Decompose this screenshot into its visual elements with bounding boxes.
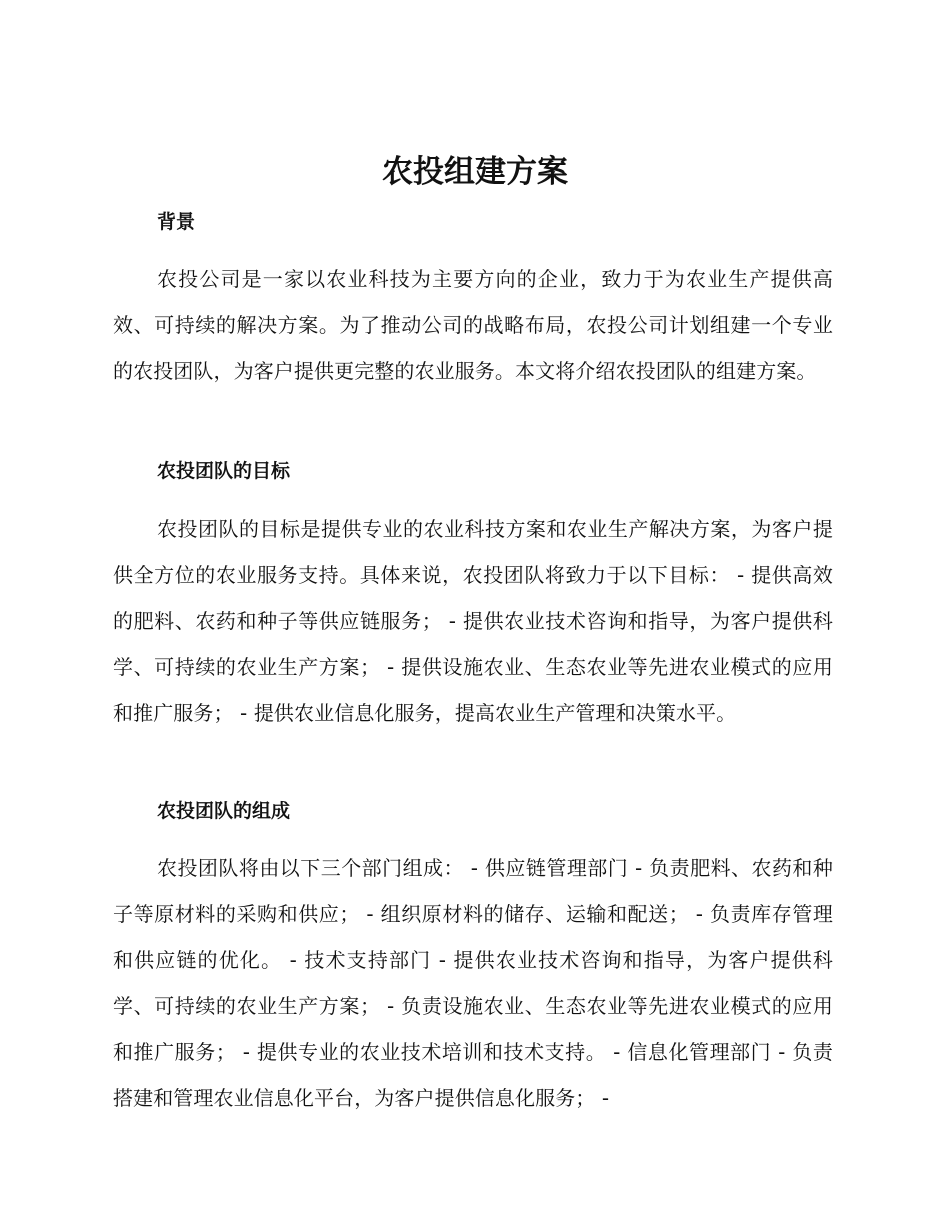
section-body-goals: 农投团队的目标是提供专业的农业科技方案和农业生产解决方案，为客户提供全方位的农业服务支持。具体来说，农投团队将致力于以下目标： - 提供高效的肥料、农药和种子等供应链服务； - 提供农业技术咨询和指导，为客户提供科学、可持续的农业生产方案； - 提供设施农业、生态农业等先进农业模式的应用和推广服务； - 提供农业信息化服务，提高农业生产管理和决策水平。 bbox=[113, 517, 833, 725]
section-body-background: 农投公司是一家以农业科技为主要方向的企业，致力于为农业生产提供高效、可持续的解决方案。为了推动公司的战略布局，农投公司计划组建一个专业的农投团队，为客户提供更完整的农业服务。本文将介绍农投团队的组建方案。 bbox=[113, 267, 833, 383]
document-title: 农投组建方案 bbox=[382, 154, 568, 190]
section-heading-composition: 农投团队的组成 bbox=[157, 800, 291, 822]
section-heading-background: 背景 bbox=[157, 211, 196, 233]
section-heading-goals: 农投团队的目标 bbox=[157, 460, 291, 482]
section-body-composition: 农投团队将由以下三个部门组成： - 供应链管理部门 - 负责肥料、农药和种子等原材料的采购和供应； - 组织原材料的储存、运输和配送； - 负责库存管理和供应链的优化。 - 技术支持部门 - 提供农业技术咨询和指导，为客户提供科学、可持续的农业生产方案； - 负责设施农业、生态农业等先进农业模式的应用和推广服务； - 提供专业的农业技术培训和技术支持。 - 信息化管理部门 - 负责搭建和管理农业信息化平台，为客户提供信息化服务； - bbox=[113, 856, 833, 1110]
